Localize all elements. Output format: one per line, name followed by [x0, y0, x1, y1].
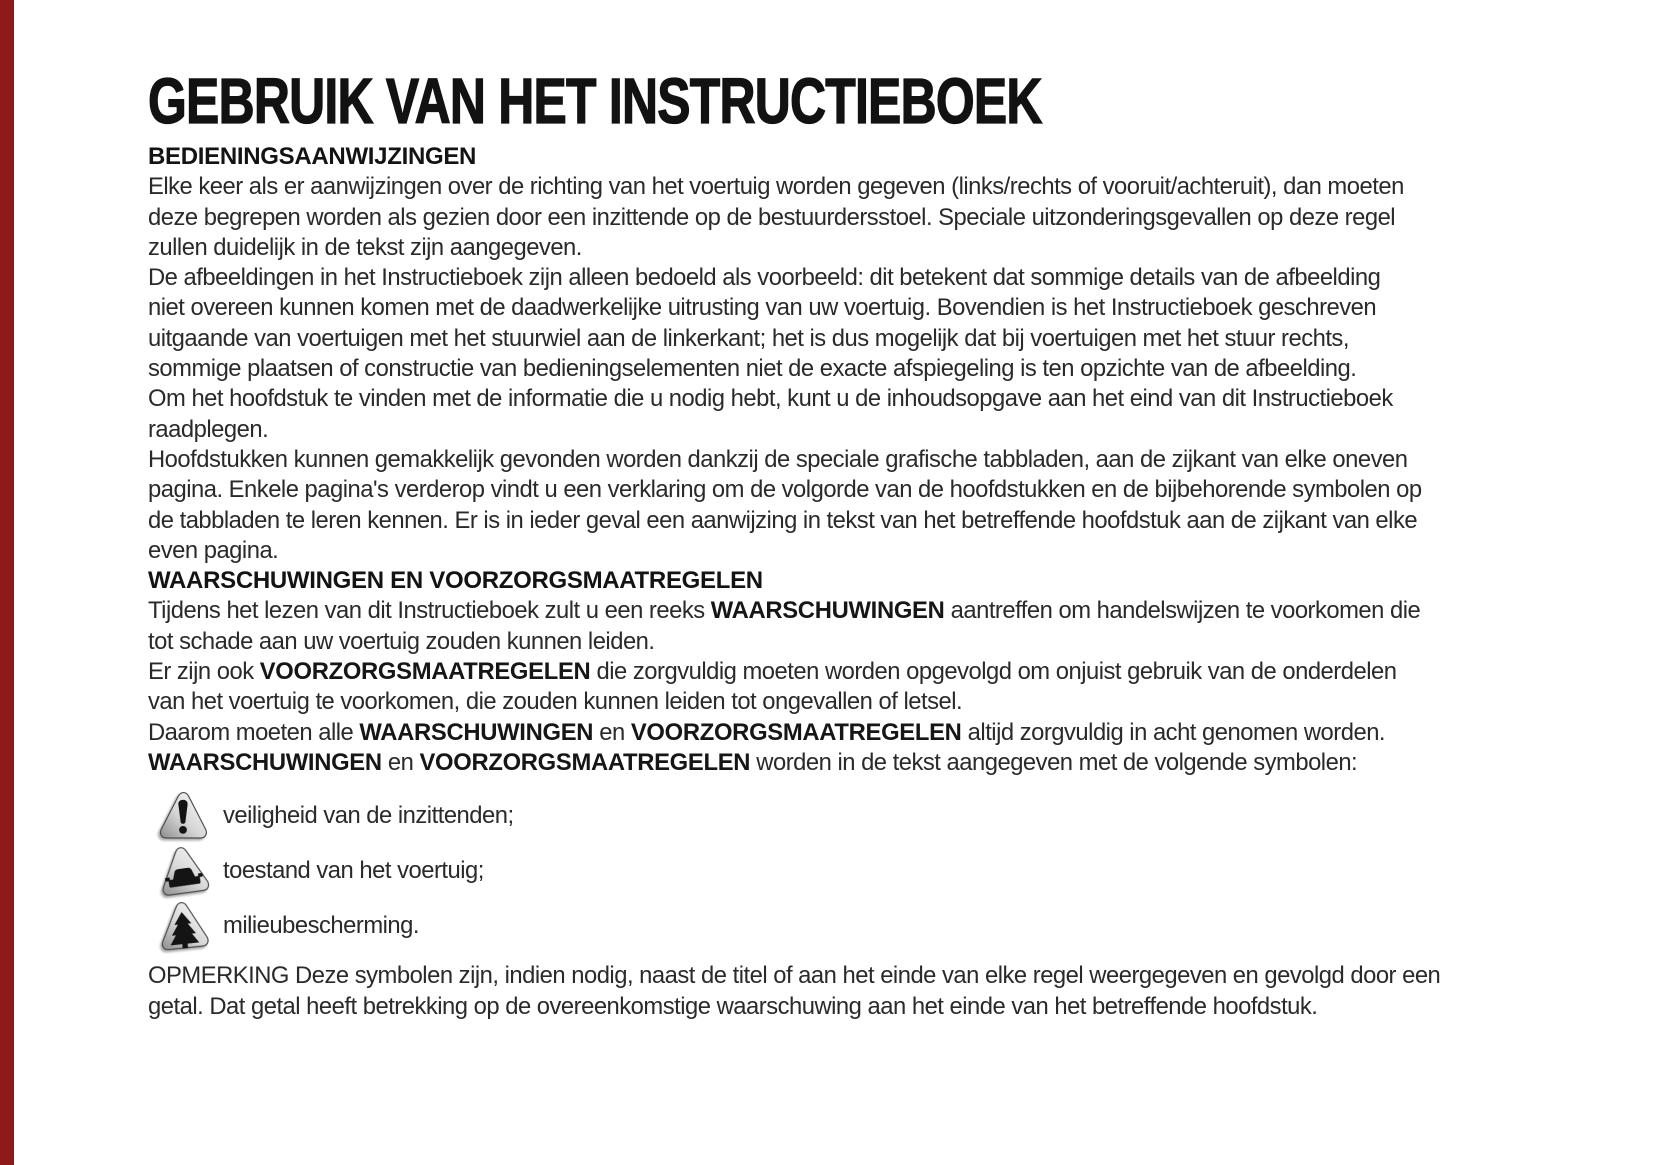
manual-content [148, 65, 1548, 1022]
text-segment: aantreffen om handelswijzen te voorkomen die [944, 597, 1421, 625]
text-line [148, 718, 1548, 748]
text-line [148, 263, 1548, 293]
environment-protection-warning-triangle-icon [156, 898, 210, 953]
occupant-safety-warning-triangle-icon [156, 788, 210, 843]
text-line [148, 687, 1548, 717]
symbol-row [148, 843, 1548, 898]
text-line [148, 172, 1548, 202]
note-line [148, 961, 1548, 991]
text-line [148, 748, 1548, 778]
page-title: GEBRUIK VAN HET INSTRUCTIEBOEK [148, 65, 1042, 137]
text-line [148, 475, 1548, 505]
text-segment: Hoofdstukken kunnen gemakkelijk gevonden worden dankzij de speciale grafische tabbladen, aan de zijkant van elke oneven [148, 445, 1408, 473]
text-segment: en [593, 718, 631, 746]
symbol-label: milieubescherming. [223, 911, 420, 939]
text-line [148, 233, 1548, 263]
symbol-label: veiligheid van de inzittenden; [223, 801, 514, 829]
warning-symbols-legend [148, 788, 1548, 953]
section-heading-1: BEDIENINGSAANWIJZINGEN [148, 143, 477, 170]
symbol-row [148, 898, 1548, 953]
symbol-row [148, 788, 1548, 843]
text-segment: en [381, 748, 420, 776]
text-segment: tot schade aan uw voertuig zouden kunnen leiden. [148, 627, 655, 655]
emphasized-keyword: WAARSCHUWINGEN [359, 718, 594, 746]
text-line [148, 203, 1548, 233]
emphasized-keyword: WAARSCHUWINGEN [710, 597, 945, 625]
text-segment: Daarom moeten alle [148, 718, 360, 746]
vehicle-condition-warning-triangle-icon [156, 843, 210, 898]
document-body [148, 142, 1548, 1022]
section-heading-2: WAARSCHUWINGEN EN VOORZORGSMAATREGELEN [148, 567, 763, 595]
text-line [148, 415, 1548, 445]
text-line [148, 627, 1548, 657]
text-line [148, 596, 1548, 626]
text-segment: Tijdens het lezen van dit Instructieboek zult u een reeks [148, 597, 711, 625]
text-segment: de tabbladen te leren kennen. Er is in ieder geval een aanwijzing in tekst van het betreffende hoofdstuk aan de zijkant van elke [148, 506, 1418, 534]
text-segment: even pagina. [148, 536, 279, 564]
text-segment: die zorgvuldig moeten worden opgevolgd om onjuist gebruik van de onderdelen [590, 658, 1397, 686]
text-segment: OPMERKING Deze symbolen zijn, indien nodig, naast de titel of aan het einde van elke regel weergegeven en gevolgd door een [148, 962, 1441, 990]
emphasized-keyword: WAARSCHUWINGEN [148, 748, 382, 776]
emphasized-keyword: VOORZORGSMAATREGELEN [630, 718, 962, 746]
emphasized-keyword: VOORZORGSMAATREGELEN [259, 658, 591, 686]
text-segment: van het voertuig te voorkomen, die zouden kunnen leiden tot ongevallen of letsel. [148, 688, 963, 716]
text-segment: Om het hoofdstuk te vinden met de informatie die u nodig hebt, kunt u de inhoudsopgave aan het eind van dit Instructieboek [148, 385, 1393, 413]
text-line [148, 354, 1548, 384]
text-segment: Elke keer als er aanwijzingen over de richting van het voertuig worden gegeven (links/rechts of vooruit/achteruit), dan moeten [148, 173, 1404, 201]
symbol-label: toestand van het voertuig; [223, 856, 484, 884]
text-line [148, 324, 1548, 354]
text-line [148, 657, 1548, 687]
text-segment: pagina. Enkele pagina's verderop vindt u een verklaring om de volgorde van de hoofdstukken en de bijbehorende symbolen op [148, 476, 1422, 504]
text-segment: sommige plaatsen of constructie van bedieningselementen niet de exacte afspiegeling is ten opzichte van de afbeelding. [148, 355, 1357, 383]
text-segment: raadplegen. [148, 415, 269, 443]
text-segment: worden in de tekst aangegeven met de volgende symbolen: [750, 748, 1358, 776]
red-side-bar [0, 0, 14, 1165]
text-line [148, 506, 1548, 536]
emphasized-keyword: VOORZORGSMAATREGELEN [419, 748, 751, 776]
note-line [148, 992, 1548, 1022]
text-segment: Er zijn ook [148, 658, 260, 686]
text-segment: De afbeeldingen in het Instructieboek zijn alleen bedoeld als voorbeeld: dit betekent dat sommige details van de afbeelding [148, 264, 1381, 292]
text-line [148, 384, 1548, 414]
text-segment: deze begrepen worden als gezien door een inzittende op de bestuurdersstoel. Speciale uitzonderingsgevallen op deze regel [148, 203, 1396, 231]
text-segment: getal. Dat getal heeft betrekking op de overeenkomstige waarschuwing aan het einde van het betreffende hoofdstuk. [148, 992, 1318, 1020]
text-segment: uitgaande van voertuigen met het stuurwiel aan de linkerkant; het is dus mogelijk dat bij voertuigen met het stuur rechts, [148, 324, 1349, 352]
text-segment: altijd zorgvuldig in acht genomen worden. [961, 718, 1386, 746]
text-segment: zullen duidelijk in de tekst zijn aangegeven. [148, 233, 582, 261]
text-line [148, 536, 1548, 566]
text-line [148, 293, 1548, 323]
text-line [148, 445, 1548, 475]
text-segment: niet overeen kunnen komen met de daadwerkelijke uitrusting van uw voertuig. Bovendien is het Instructieboek geschreven [148, 294, 1377, 322]
